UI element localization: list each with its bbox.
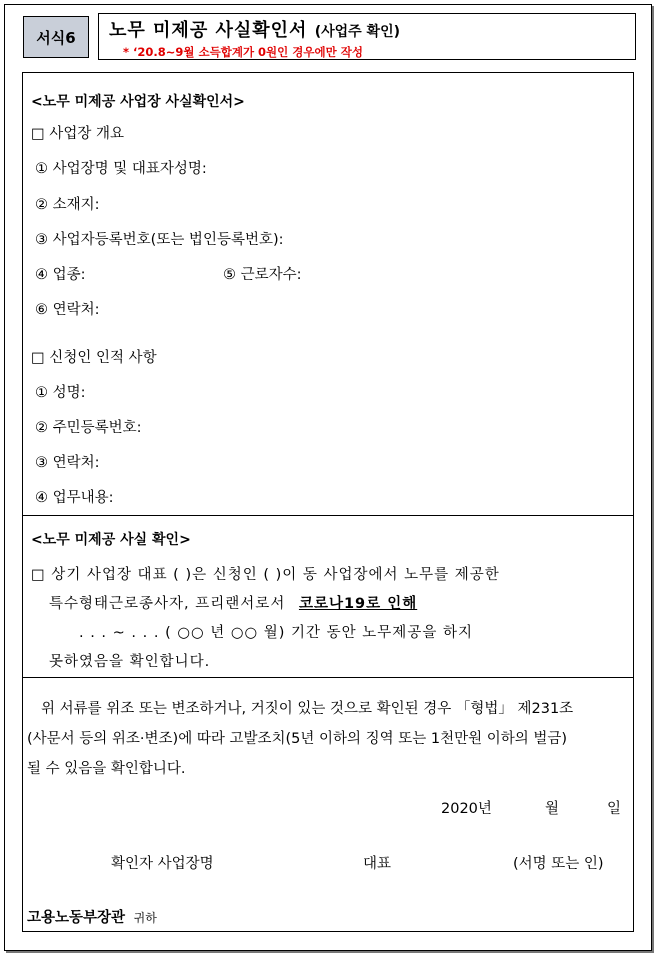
field-job-description: ④ 업무내용: [35, 490, 114, 506]
field-employee-count: ⑤ 근로자수: [223, 267, 302, 283]
title-box [98, 13, 636, 60]
recipient-suffix: 귀하 [133, 911, 157, 925]
confirmation-line-1: □ 상기 사업장 대표 ( )은 신청인 ( )이 동 사업장에서 노무를 제공한 [31, 567, 500, 583]
confirmation-line-2-text: 특수형태근로종사자, 프리랜서로서 [49, 596, 286, 612]
declaration-line-3: 될 수 있음을 확인합니다. [27, 761, 186, 777]
date-month: 월 [545, 801, 560, 817]
workplace-overview-title: □ 사업장 개요 [31, 126, 124, 142]
form-number-badge [23, 16, 89, 58]
field-workplace-name: ① 사업장명 및 대표자성명: [35, 161, 207, 177]
section2-heading: <노무 미제공 사실 확인> [31, 532, 191, 548]
document-title [109, 16, 635, 42]
eligibility-note: * ‘20.8~9월 소득합계가 0원인 경우에만 작성 [123, 45, 363, 59]
field-address: ② 소재지: [35, 197, 100, 213]
confirmation-line-4: 못하였음을 확인합니다. [49, 654, 211, 670]
field-business-number: ③ 사업자등록번호(또는 법인등록번호): [35, 232, 284, 248]
workplace-confirmation-section [23, 73, 633, 516]
declaration-line-1: 위 서류를 위조 또는 변조하거나, 거짓이 있는 것으로 확인된 경우 「형법」 제231조 [41, 701, 574, 717]
declaration-section [23, 677, 633, 933]
date-year: 2020년 [441, 801, 492, 817]
field-applicant-name: ① 성명: [35, 385, 86, 401]
field-resident-number: ② 주민등록번호: [35, 420, 142, 436]
confirmation-line-3: . . . ~ . . . ( ○○ 년 ○○ 월) 기간 동안 노무제공을 하지 [79, 625, 473, 641]
date-day: 일 [607, 801, 622, 817]
confirmation-line-2 [49, 592, 417, 613]
covid-emphasis: 코로나19로 인해 [298, 596, 418, 612]
section1-heading: <노무 미제공 사업장 사실확인서> [31, 94, 245, 110]
form-body [22, 72, 634, 932]
field-industry: ④ 업종: [35, 267, 86, 283]
signature-label: (서명 또는 인) [513, 856, 604, 872]
recipient-name: 고용노동부장관 [27, 910, 126, 926]
declaration-line-2: (사문서 등의 위조·변조)에 따라 고발조치(5년 이하의 징역 또는 1천만원 이하의 벌금) [27, 731, 568, 747]
non-provision-confirmation-section [23, 515, 633, 678]
applicant-info-title: □ 신청인 인적 사항 [31, 350, 157, 366]
document-title-suffix: (사업주 확인) [314, 24, 400, 40]
form-number-label: 서식6 [36, 28, 76, 47]
document-title-main: 노무 미제공 사실확인서 [109, 20, 308, 41]
confirmer-workplace-label: 확인자 사업장명 [111, 856, 214, 872]
field-applicant-contact: ③ 연락처: [35, 455, 100, 471]
recipient [27, 906, 157, 927]
field-workplace-contact: ⑥ 연락처: [35, 302, 100, 318]
representative-label: 대표 [363, 856, 392, 872]
